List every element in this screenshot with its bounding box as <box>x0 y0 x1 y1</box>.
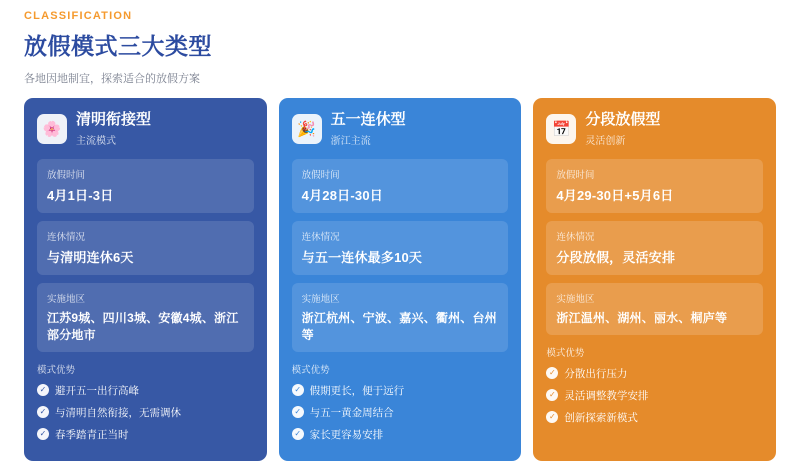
check-icon: ✓ <box>292 384 304 396</box>
info-regions <box>546 283 763 335</box>
info-value: 浙江杭州、宁波、嘉兴、衢州、台州等 <box>301 310 497 342</box>
card-subtitle: 浙江主流 <box>330 135 371 147</box>
card-header <box>37 111 254 147</box>
list-item <box>292 405 509 420</box>
card-header <box>546 111 763 147</box>
check-icon: ✓ <box>546 411 558 423</box>
list-item-label: 与五一黄金周结合 <box>309 406 394 419</box>
check-icon: ✓ <box>546 389 558 401</box>
info-label: 放假时间 <box>301 169 340 181</box>
list-item-label: 灵活调整教学安排 <box>564 389 649 402</box>
page-title: 放假模式三大类型 <box>24 33 212 59</box>
info-label: 实施地区 <box>556 293 595 305</box>
list-item <box>546 410 763 425</box>
info-label: 放假时间 <box>556 169 595 181</box>
info-regions <box>37 283 254 352</box>
info-value: 与五一连休最多10天 <box>301 249 423 265</box>
card-list <box>24 98 776 461</box>
info-value: 与清明连休6天 <box>47 249 134 265</box>
card-heading <box>331 111 406 147</box>
cherry-blossom-icon: 🌸 <box>37 114 67 144</box>
info-label: 连休情况 <box>301 231 340 243</box>
card-heading <box>76 111 151 147</box>
info-holiday-time <box>546 159 763 213</box>
info-holiday-time <box>292 159 509 213</box>
info-continuous <box>292 221 509 275</box>
list-item-label: 春季踏青正当时 <box>55 428 129 441</box>
list-item <box>37 383 254 398</box>
info-label: 连休情况 <box>47 231 86 243</box>
info-label: 连休情况 <box>556 231 595 243</box>
info-label: 放假时间 <box>47 169 86 181</box>
advantages-list <box>546 366 763 425</box>
info-continuous <box>546 221 763 275</box>
list-item-label: 分散出行压力 <box>564 367 628 380</box>
list-item-label: 避开五一出行高峰 <box>55 384 139 397</box>
advantages-label: 模式优势 <box>291 364 330 376</box>
card-heading <box>585 111 660 147</box>
list-item <box>546 366 763 381</box>
list-item <box>37 405 254 420</box>
card-may-day[interactable] <box>279 98 522 461</box>
advantages-list <box>37 383 254 442</box>
list-item <box>292 383 509 398</box>
info-value: 4月1日-3日 <box>47 187 114 203</box>
check-icon: ✓ <box>37 428 49 440</box>
list-item-label: 假期更长，便于远行 <box>309 384 405 397</box>
list-item-label: 家长更容易安排 <box>309 428 384 441</box>
check-icon: ✓ <box>37 406 49 418</box>
info-label: 实施地区 <box>301 293 340 305</box>
list-item <box>292 427 509 442</box>
check-icon: ✓ <box>37 384 49 396</box>
info-value: 江苏9城、四川3城、安徽4城、浙江部分地市 <box>47 310 239 342</box>
info-value: 4月28日-30日 <box>301 187 383 203</box>
card-header <box>292 111 509 147</box>
advantages-label: 模式优势 <box>37 364 76 376</box>
page-subtitle: 各地因地制宜，探索适合的放假方案 <box>24 73 200 85</box>
card-qingming[interactable] <box>24 98 267 461</box>
party-popper-icon: 🎉 <box>292 114 322 144</box>
info-holiday-time <box>37 159 254 213</box>
advantages-label: 模式优势 <box>546 347 585 359</box>
check-icon: ✓ <box>546 367 558 379</box>
card-title: 分段放假型 <box>585 111 661 128</box>
list-item <box>37 427 254 442</box>
info-value: 浙江温州、湖州、丽水、桐庐等 <box>556 310 728 325</box>
info-regions <box>292 283 509 352</box>
check-icon: ✓ <box>292 428 304 440</box>
section-kicker: CLASSIFICATION <box>24 10 133 22</box>
list-item <box>546 388 763 403</box>
card-split-holiday[interactable] <box>533 98 776 461</box>
card-title: 五一连休型 <box>330 111 406 128</box>
list-item-label: 创新探索新模式 <box>564 411 638 424</box>
list-item-label: 与清明自然衔接，无需调休 <box>55 406 181 419</box>
info-label: 实施地区 <box>47 293 86 305</box>
calendar-icon: 📅 <box>546 114 576 144</box>
info-value: 分段放假，灵活安排 <box>556 249 676 265</box>
check-icon: ✓ <box>292 406 304 418</box>
card-subtitle: 主流模式 <box>76 135 116 147</box>
card-title: 清明衔接型 <box>76 111 152 128</box>
info-value: 4月29-30日+5月6日 <box>556 187 674 203</box>
advantages-list <box>292 383 509 442</box>
card-subtitle: 灵活创新 <box>585 135 626 147</box>
info-continuous <box>37 221 254 275</box>
